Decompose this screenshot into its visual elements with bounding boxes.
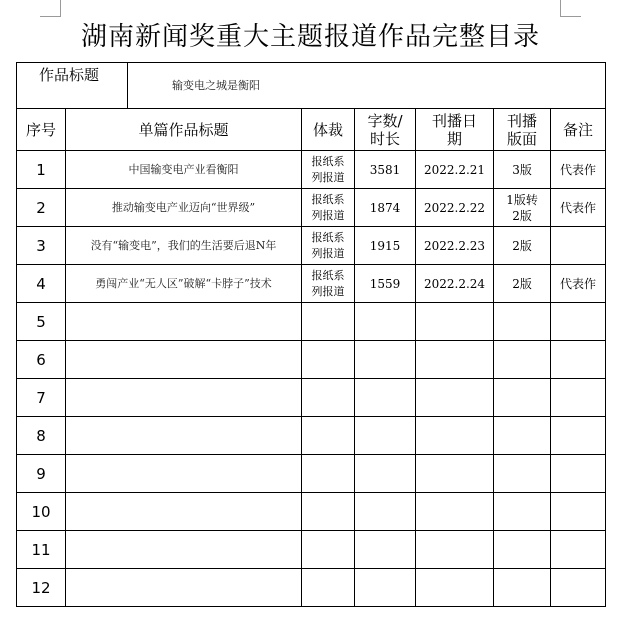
- table-row: [17, 303, 606, 341]
- table-body: [17, 151, 606, 607]
- cell-seq: 2: [17, 189, 66, 227]
- table-row: [17, 455, 606, 493]
- work-title-value[interactable]: 输变电之城是衡阳: [128, 63, 606, 109]
- cell-note[interactable]: 代表作: [551, 265, 606, 303]
- cell-genre[interactable]: 报纸系 列报道: [302, 151, 355, 189]
- cell-note[interactable]: [551, 341, 606, 379]
- cell-date[interactable]: [416, 417, 494, 455]
- cell-length[interactable]: [355, 379, 416, 417]
- cell-page[interactable]: 1版转 2版: [494, 189, 551, 227]
- cell-length[interactable]: 1559: [355, 265, 416, 303]
- cell-length[interactable]: [355, 417, 416, 455]
- cell-date[interactable]: [416, 569, 494, 607]
- cell-genre[interactable]: 报纸系 列报道: [302, 189, 355, 227]
- cell-length[interactable]: 1915: [355, 227, 416, 265]
- header-row: [17, 109, 606, 151]
- table-row: [17, 189, 606, 227]
- crop-mark-top-left: [40, 0, 61, 17]
- cell-date[interactable]: 2022.2.22: [416, 189, 494, 227]
- cell-title[interactable]: [66, 493, 302, 531]
- cell-date[interactable]: 2022.2.23: [416, 227, 494, 265]
- cell-length[interactable]: [355, 303, 416, 341]
- work-title-row: [17, 63, 606, 109]
- cell-genre[interactable]: 报纸系 列报道: [302, 227, 355, 265]
- table-row: [17, 341, 606, 379]
- cell-page[interactable]: 2版: [494, 227, 551, 265]
- cell-note[interactable]: 代表作: [551, 189, 606, 227]
- cell-length[interactable]: 3581: [355, 151, 416, 189]
- cell-page[interactable]: 3版: [494, 151, 551, 189]
- cell-seq: 4: [17, 265, 66, 303]
- table-row: [17, 531, 606, 569]
- header-length: 字数/ 时长: [355, 109, 416, 151]
- cell-length[interactable]: [355, 531, 416, 569]
- table-row: [17, 493, 606, 531]
- table-row: [17, 265, 606, 303]
- cell-genre[interactable]: 报纸系 列报道: [302, 265, 355, 303]
- cell-genre[interactable]: [302, 417, 355, 455]
- cell-title[interactable]: [66, 341, 302, 379]
- cell-length[interactable]: 1874: [355, 189, 416, 227]
- cell-title[interactable]: [66, 417, 302, 455]
- cell-date[interactable]: [416, 341, 494, 379]
- cell-genre[interactable]: [302, 531, 355, 569]
- cell-page[interactable]: [494, 417, 551, 455]
- cell-seq: 8: [17, 417, 66, 455]
- cell-seq: 1: [17, 151, 66, 189]
- cell-note[interactable]: [551, 379, 606, 417]
- cell-note[interactable]: [551, 455, 606, 493]
- cell-note[interactable]: 代表作: [551, 151, 606, 189]
- cell-seq: 10: [17, 493, 66, 531]
- cell-date[interactable]: [416, 303, 494, 341]
- cell-length[interactable]: [355, 341, 416, 379]
- cell-genre[interactable]: [302, 455, 355, 493]
- cell-note[interactable]: [551, 303, 606, 341]
- cell-title[interactable]: [66, 455, 302, 493]
- cell-page[interactable]: [494, 569, 551, 607]
- header-date: 刊播日 期: [416, 109, 494, 151]
- header-note: 备注: [551, 109, 606, 151]
- table-row: [17, 151, 606, 189]
- cell-page[interactable]: [494, 531, 551, 569]
- cell-length[interactable]: [355, 455, 416, 493]
- cell-page[interactable]: 2版: [494, 265, 551, 303]
- table-row: [17, 569, 606, 607]
- crop-mark-top-right: [560, 0, 581, 17]
- table-row: [17, 227, 606, 265]
- cell-page[interactable]: [494, 379, 551, 417]
- cell-seq: 11: [17, 531, 66, 569]
- cell-page[interactable]: [494, 303, 551, 341]
- cell-genre[interactable]: [302, 303, 355, 341]
- cell-date[interactable]: [416, 455, 494, 493]
- cell-note[interactable]: [551, 569, 606, 607]
- cell-title[interactable]: 推动输变电产业迈向“世界级”: [66, 189, 302, 227]
- catalog-table: [16, 62, 606, 607]
- cell-title[interactable]: [66, 303, 302, 341]
- cell-title[interactable]: 没有“输变电”，我们的生活要后退N年: [66, 227, 302, 265]
- cell-genre[interactable]: [302, 341, 355, 379]
- cell-title[interactable]: 勇闯产业“无人区”破解“卡脖子”技术: [66, 265, 302, 303]
- header-genre: 体裁: [302, 109, 355, 151]
- cell-note[interactable]: [551, 493, 606, 531]
- cell-seq: 6: [17, 341, 66, 379]
- cell-title[interactable]: [66, 531, 302, 569]
- cell-seq: 12: [17, 569, 66, 607]
- cell-length[interactable]: [355, 569, 416, 607]
- header-seq: 序号: [17, 109, 66, 151]
- cell-note[interactable]: [551, 227, 606, 265]
- cell-page[interactable]: [494, 455, 551, 493]
- cell-genre[interactable]: [302, 493, 355, 531]
- cell-date[interactable]: [416, 493, 494, 531]
- table-row: [17, 417, 606, 455]
- cell-note[interactable]: [551, 417, 606, 455]
- cell-seq: 3: [17, 227, 66, 265]
- header-single-title: 单篇作品标题: [66, 109, 302, 151]
- cell-length[interactable]: [355, 493, 416, 531]
- table-row: [17, 379, 606, 417]
- cell-seq: 9: [17, 455, 66, 493]
- cell-note[interactable]: [551, 531, 606, 569]
- cell-genre[interactable]: [302, 379, 355, 417]
- cell-title[interactable]: [66, 569, 302, 607]
- work-title-label: 作品标题: [17, 63, 128, 109]
- cell-title[interactable]: [66, 379, 302, 417]
- cell-date[interactable]: 2022.2.21: [416, 151, 494, 189]
- cell-title[interactable]: 中国输变电产业看衡阳: [66, 151, 302, 189]
- page-title: 湖南新闻奖重大主题报道作品完整目录: [80, 22, 540, 52]
- cell-page[interactable]: [494, 493, 551, 531]
- cell-seq: 7: [17, 379, 66, 417]
- cell-genre[interactable]: [302, 569, 355, 607]
- cell-date[interactable]: [416, 379, 494, 417]
- cell-seq: 5: [17, 303, 66, 341]
- cell-date[interactable]: 2022.2.24: [416, 265, 494, 303]
- cell-page[interactable]: [494, 341, 551, 379]
- header-page: 刊播 版面: [494, 109, 551, 151]
- cell-date[interactable]: [416, 531, 494, 569]
